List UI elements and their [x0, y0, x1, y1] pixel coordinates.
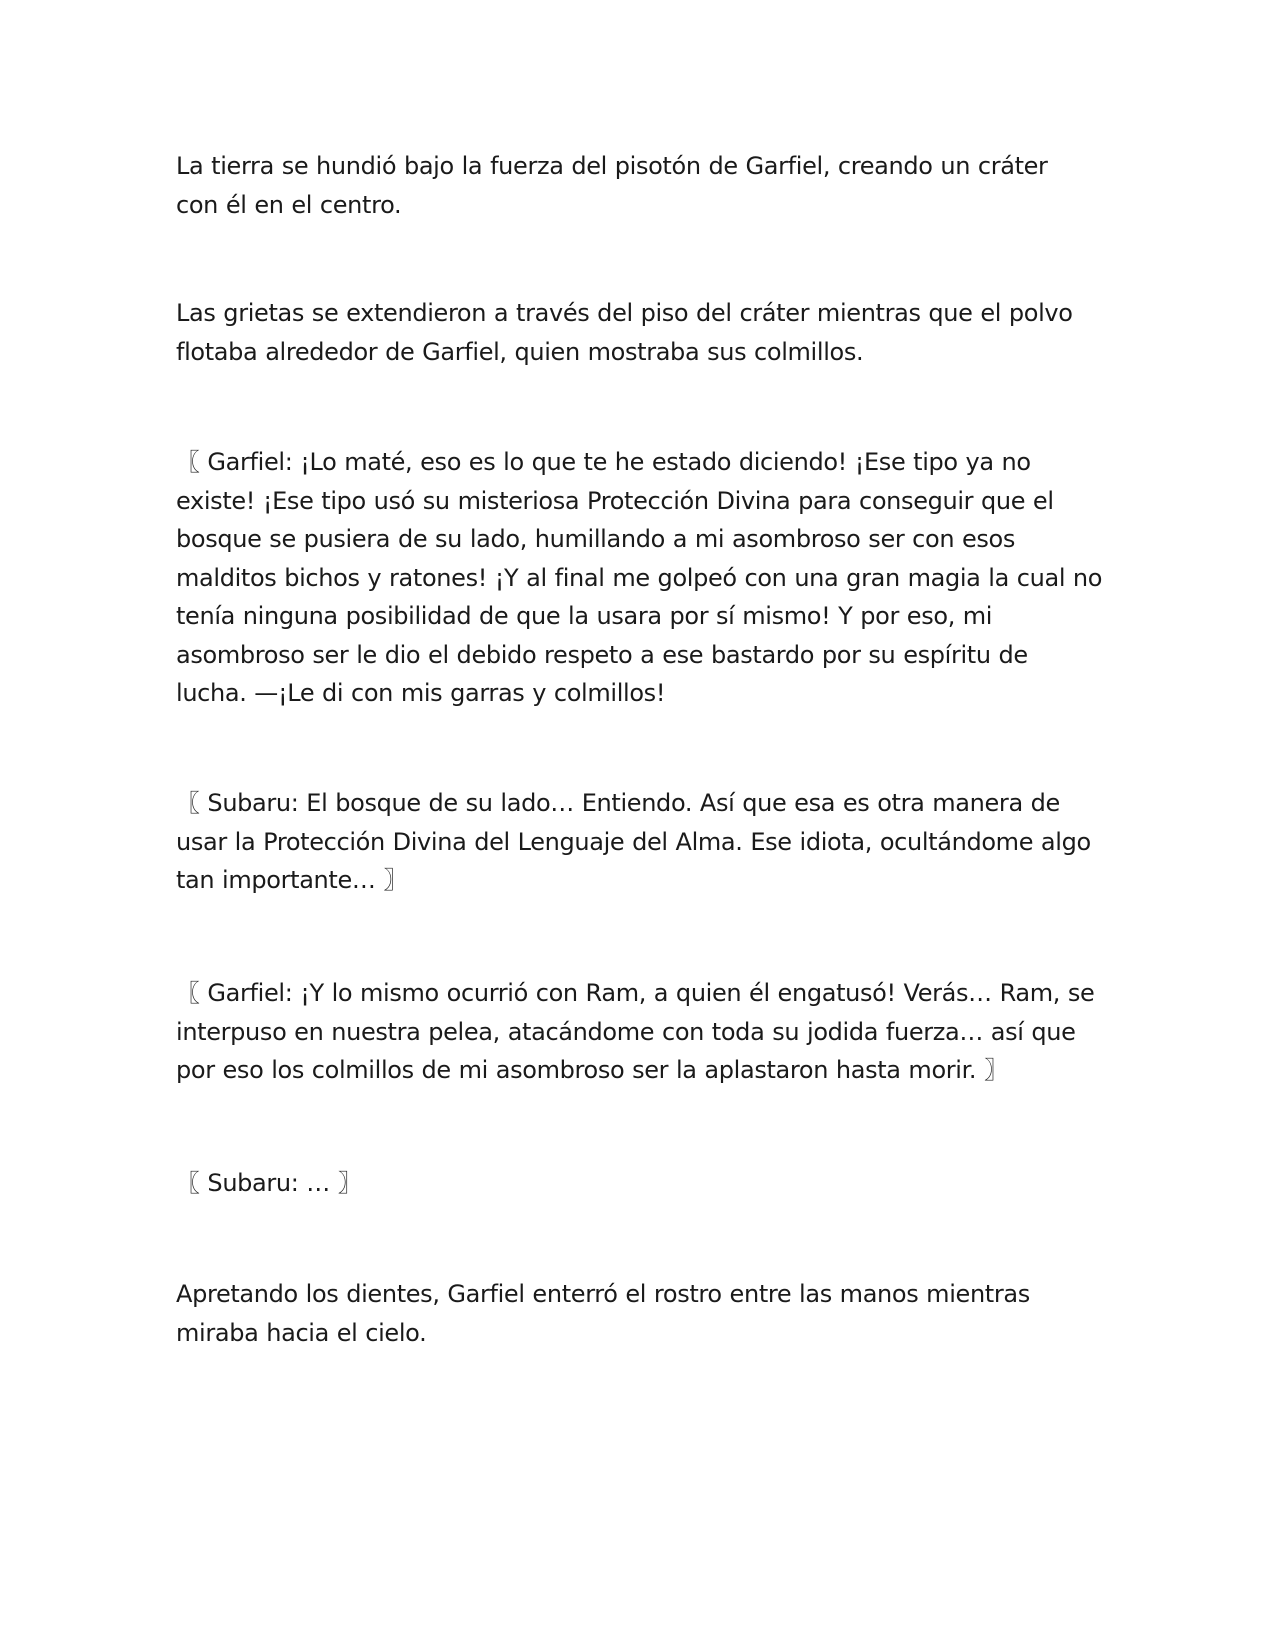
paragraph-dialogue-subaru-2: [176, 1164, 1096, 1203]
text-line: 〖 Subaru: … 〗: [176, 1169, 362, 1197]
paragraph-dialogue-subaru-1: [176, 784, 1096, 900]
text-line: 〖 Garfiel: ¡Lo maté, eso es lo que te he estado diciendo! ¡Ese tipo ya no: [176, 448, 1031, 476]
paragraph-dialogue-garfiel-1: [176, 443, 1103, 713]
text-line: lucha. —¡Le di con mis garras y colmillos!: [176, 679, 666, 707]
text-line: 〖 Garfiel: ¡Y lo mismo ocurrió con Ram, a quien él engatusó! Verás… Ram, se: [176, 979, 1095, 1007]
text-line: flotaba alrededor de Garfiel, quien mostraba sus colmillos.: [176, 337, 864, 366]
text-line: asombroso ser le dio el debido respeto a ese bastardo por su espíritu de: [176, 640, 1028, 669]
text-line: usar la Protección Divina del Lenguaje del Alma. Ese idiota, ocultándome algo: [176, 827, 1091, 856]
paragraph-narration-1: [176, 147, 1096, 224]
text-line: malditos bichos y ratones! ¡Y al final me golpeó con una gran magia la cual no: [176, 563, 1103, 592]
text-line: tenía ninguna posibilidad de que la usara por sí mismo! Y por eso, mi: [176, 602, 993, 630]
text-line: Apretando los dientes, Garfiel enterró el rostro entre las manos mientras: [176, 1280, 1030, 1308]
text-line: bosque se pusiera de su lado, humillando a mi asombroso ser con esos: [176, 525, 1016, 553]
text-line: Las grietas se extendieron a través del piso del cráter mientras que el polvo: [176, 299, 1073, 327]
paragraph-dialogue-garfiel-2: [176, 974, 1096, 1090]
text-line: La tierra se hundió bajo la fuerza del pisotón de Garfiel, creando un cráter: [176, 152, 1048, 180]
text-line: con él en el centro.: [176, 190, 402, 219]
text-line: tan importante… 〗: [176, 866, 407, 894]
text-line: interpuso en nuestra pelea, atacándome con toda su jodida fuerza… así que: [176, 1017, 1076, 1046]
text-line: existe! ¡Ese tipo usó su misteriosa Protección Divina para conseguir que el: [176, 486, 1054, 515]
text-line: por eso los colmillos de mi asombroso ser la aplastaron hasta morir. 〗: [176, 1056, 1008, 1084]
paragraph-narration-2: [176, 294, 1096, 371]
paragraph-narration-3: [176, 1275, 1096, 1352]
text-line: miraba hacia el cielo.: [176, 1318, 427, 1347]
text-line: 〖 Subaru: El bosque de su lado… Entiendo. Así que esa es otra manera de: [176, 789, 1060, 817]
